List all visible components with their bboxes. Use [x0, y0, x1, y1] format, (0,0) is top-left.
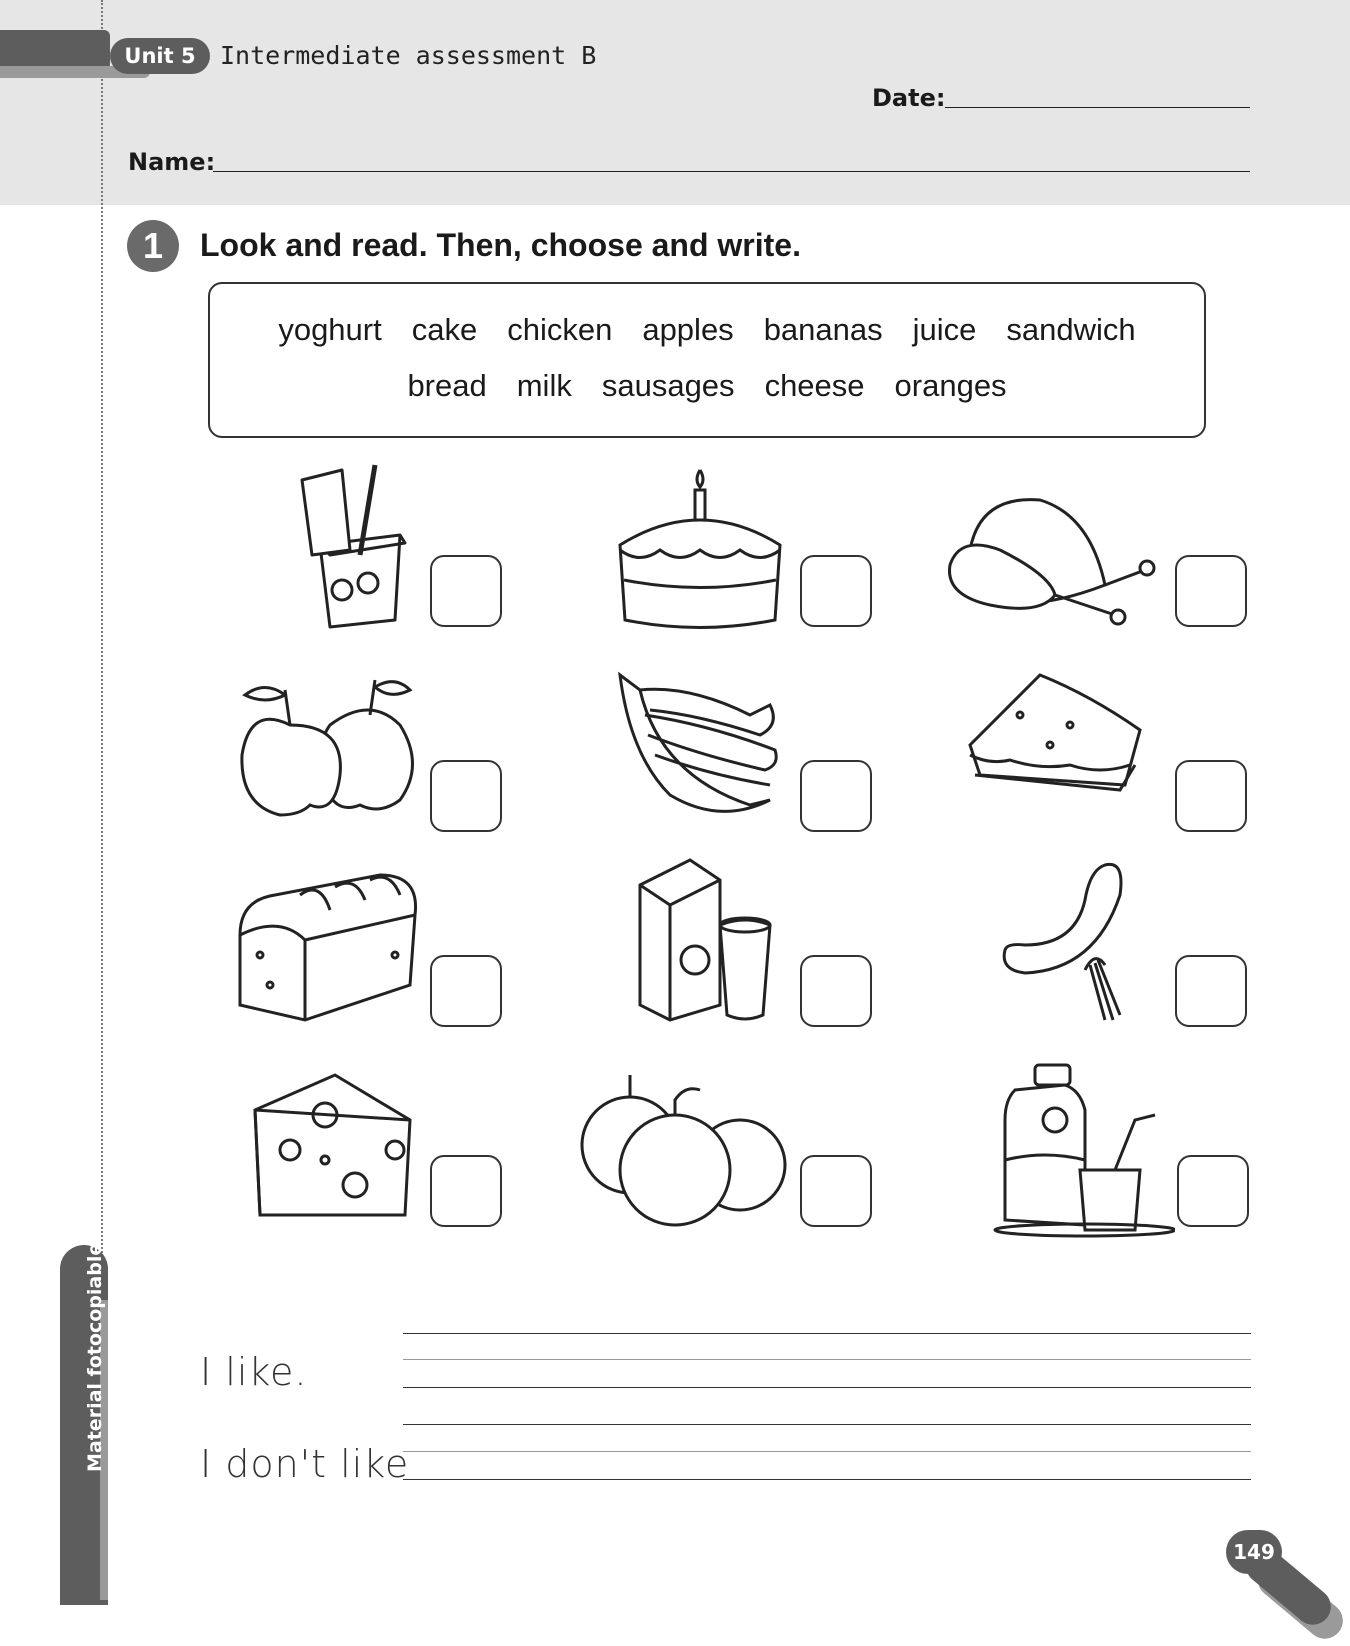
oranges-icon — [575, 1065, 800, 1235]
assessment-title: Intermediate assessment B — [220, 41, 597, 70]
bread-icon — [230, 855, 430, 1035]
word-bank-item: bananas — [763, 312, 883, 347]
exercise-instruction: Look and read. Then, choose and write. — [200, 227, 801, 263]
word-bank-row-2 — [210, 368, 1204, 404]
picture-chicken — [940, 455, 1240, 640]
word-bank-item: sandwich — [1006, 312, 1136, 347]
word-bank — [208, 282, 1206, 438]
writing-line-mid — [403, 1451, 1251, 1452]
writing-line-top — [403, 1424, 1251, 1425]
milk-icon — [630, 855, 800, 1035]
picture-cake — [600, 455, 900, 640]
yoghurt-icon — [230, 455, 430, 640]
exercise-number: 1 — [127, 220, 179, 272]
writing-line-mid — [403, 1359, 1251, 1360]
bananas-icon — [600, 665, 800, 845]
word-bank-item: bread — [407, 368, 487, 403]
writing-line-dont-like[interactable] — [403, 1479, 1251, 1480]
chicken-icon — [940, 455, 1160, 640]
sausage-icon — [995, 855, 1165, 1035]
answer-box[interactable] — [430, 555, 502, 627]
word-bank-item: sausages — [601, 368, 735, 403]
picture-yoghurt — [230, 455, 530, 640]
date-field[interactable] — [945, 107, 1250, 108]
word-bank-item: chicken — [507, 312, 613, 347]
picture-oranges — [575, 1065, 875, 1250]
sandwich-icon — [960, 665, 1160, 845]
date-label: Date: — [872, 84, 946, 112]
picture-sausage — [995, 855, 1295, 1040]
answer-box[interactable] — [800, 760, 872, 832]
cake-icon — [600, 455, 800, 640]
picture-bread — [230, 855, 530, 1040]
answer-box[interactable] — [1175, 555, 1247, 627]
word-bank-item: cheese — [764, 368, 865, 403]
unit-tab-bar — [0, 30, 110, 70]
picture-cheese — [245, 1065, 545, 1250]
word-bank-item: milk — [516, 368, 572, 403]
answer-box[interactable] — [800, 1155, 872, 1227]
apples-icon — [230, 665, 430, 845]
picture-juice — [985, 1060, 1285, 1245]
answer-box[interactable] — [1177, 1155, 1249, 1227]
answer-box[interactable] — [430, 760, 502, 832]
word-bank-item: yoghurt — [278, 312, 382, 347]
writing-line-top — [403, 1333, 1251, 1334]
writing-line-like[interactable] — [403, 1387, 1251, 1388]
word-bank-item: oranges — [894, 368, 1007, 403]
word-bank-item: apples — [642, 312, 734, 347]
picture-apples — [230, 665, 530, 850]
answer-box[interactable] — [800, 955, 872, 1027]
sentence-like: I like. — [200, 1350, 308, 1394]
word-bank-item: cake — [411, 312, 478, 347]
juice-icon — [985, 1060, 1175, 1240]
answer-box[interactable] — [1175, 955, 1247, 1027]
name-field[interactable] — [213, 171, 1250, 172]
unit-label: Unit 5 — [110, 38, 210, 74]
word-bank-item: juice — [912, 312, 977, 347]
name-label: Name: — [128, 148, 216, 176]
picture-bananas — [600, 665, 900, 850]
picture-milk — [630, 855, 930, 1040]
page-number: 149 — [1226, 1530, 1282, 1574]
photocopiable-label: Material fotocopiable — [84, 1242, 106, 1472]
answer-box[interactable] — [1175, 760, 1247, 832]
answer-box[interactable] — [430, 1155, 502, 1227]
answer-box[interactable] — [800, 555, 872, 627]
answer-box[interactable] — [430, 955, 502, 1027]
word-bank-row-1 — [210, 312, 1204, 348]
sentence-dont-like: I don't like — [200, 1442, 410, 1486]
cheese-icon — [245, 1065, 425, 1235]
picture-sandwich — [960, 665, 1260, 850]
